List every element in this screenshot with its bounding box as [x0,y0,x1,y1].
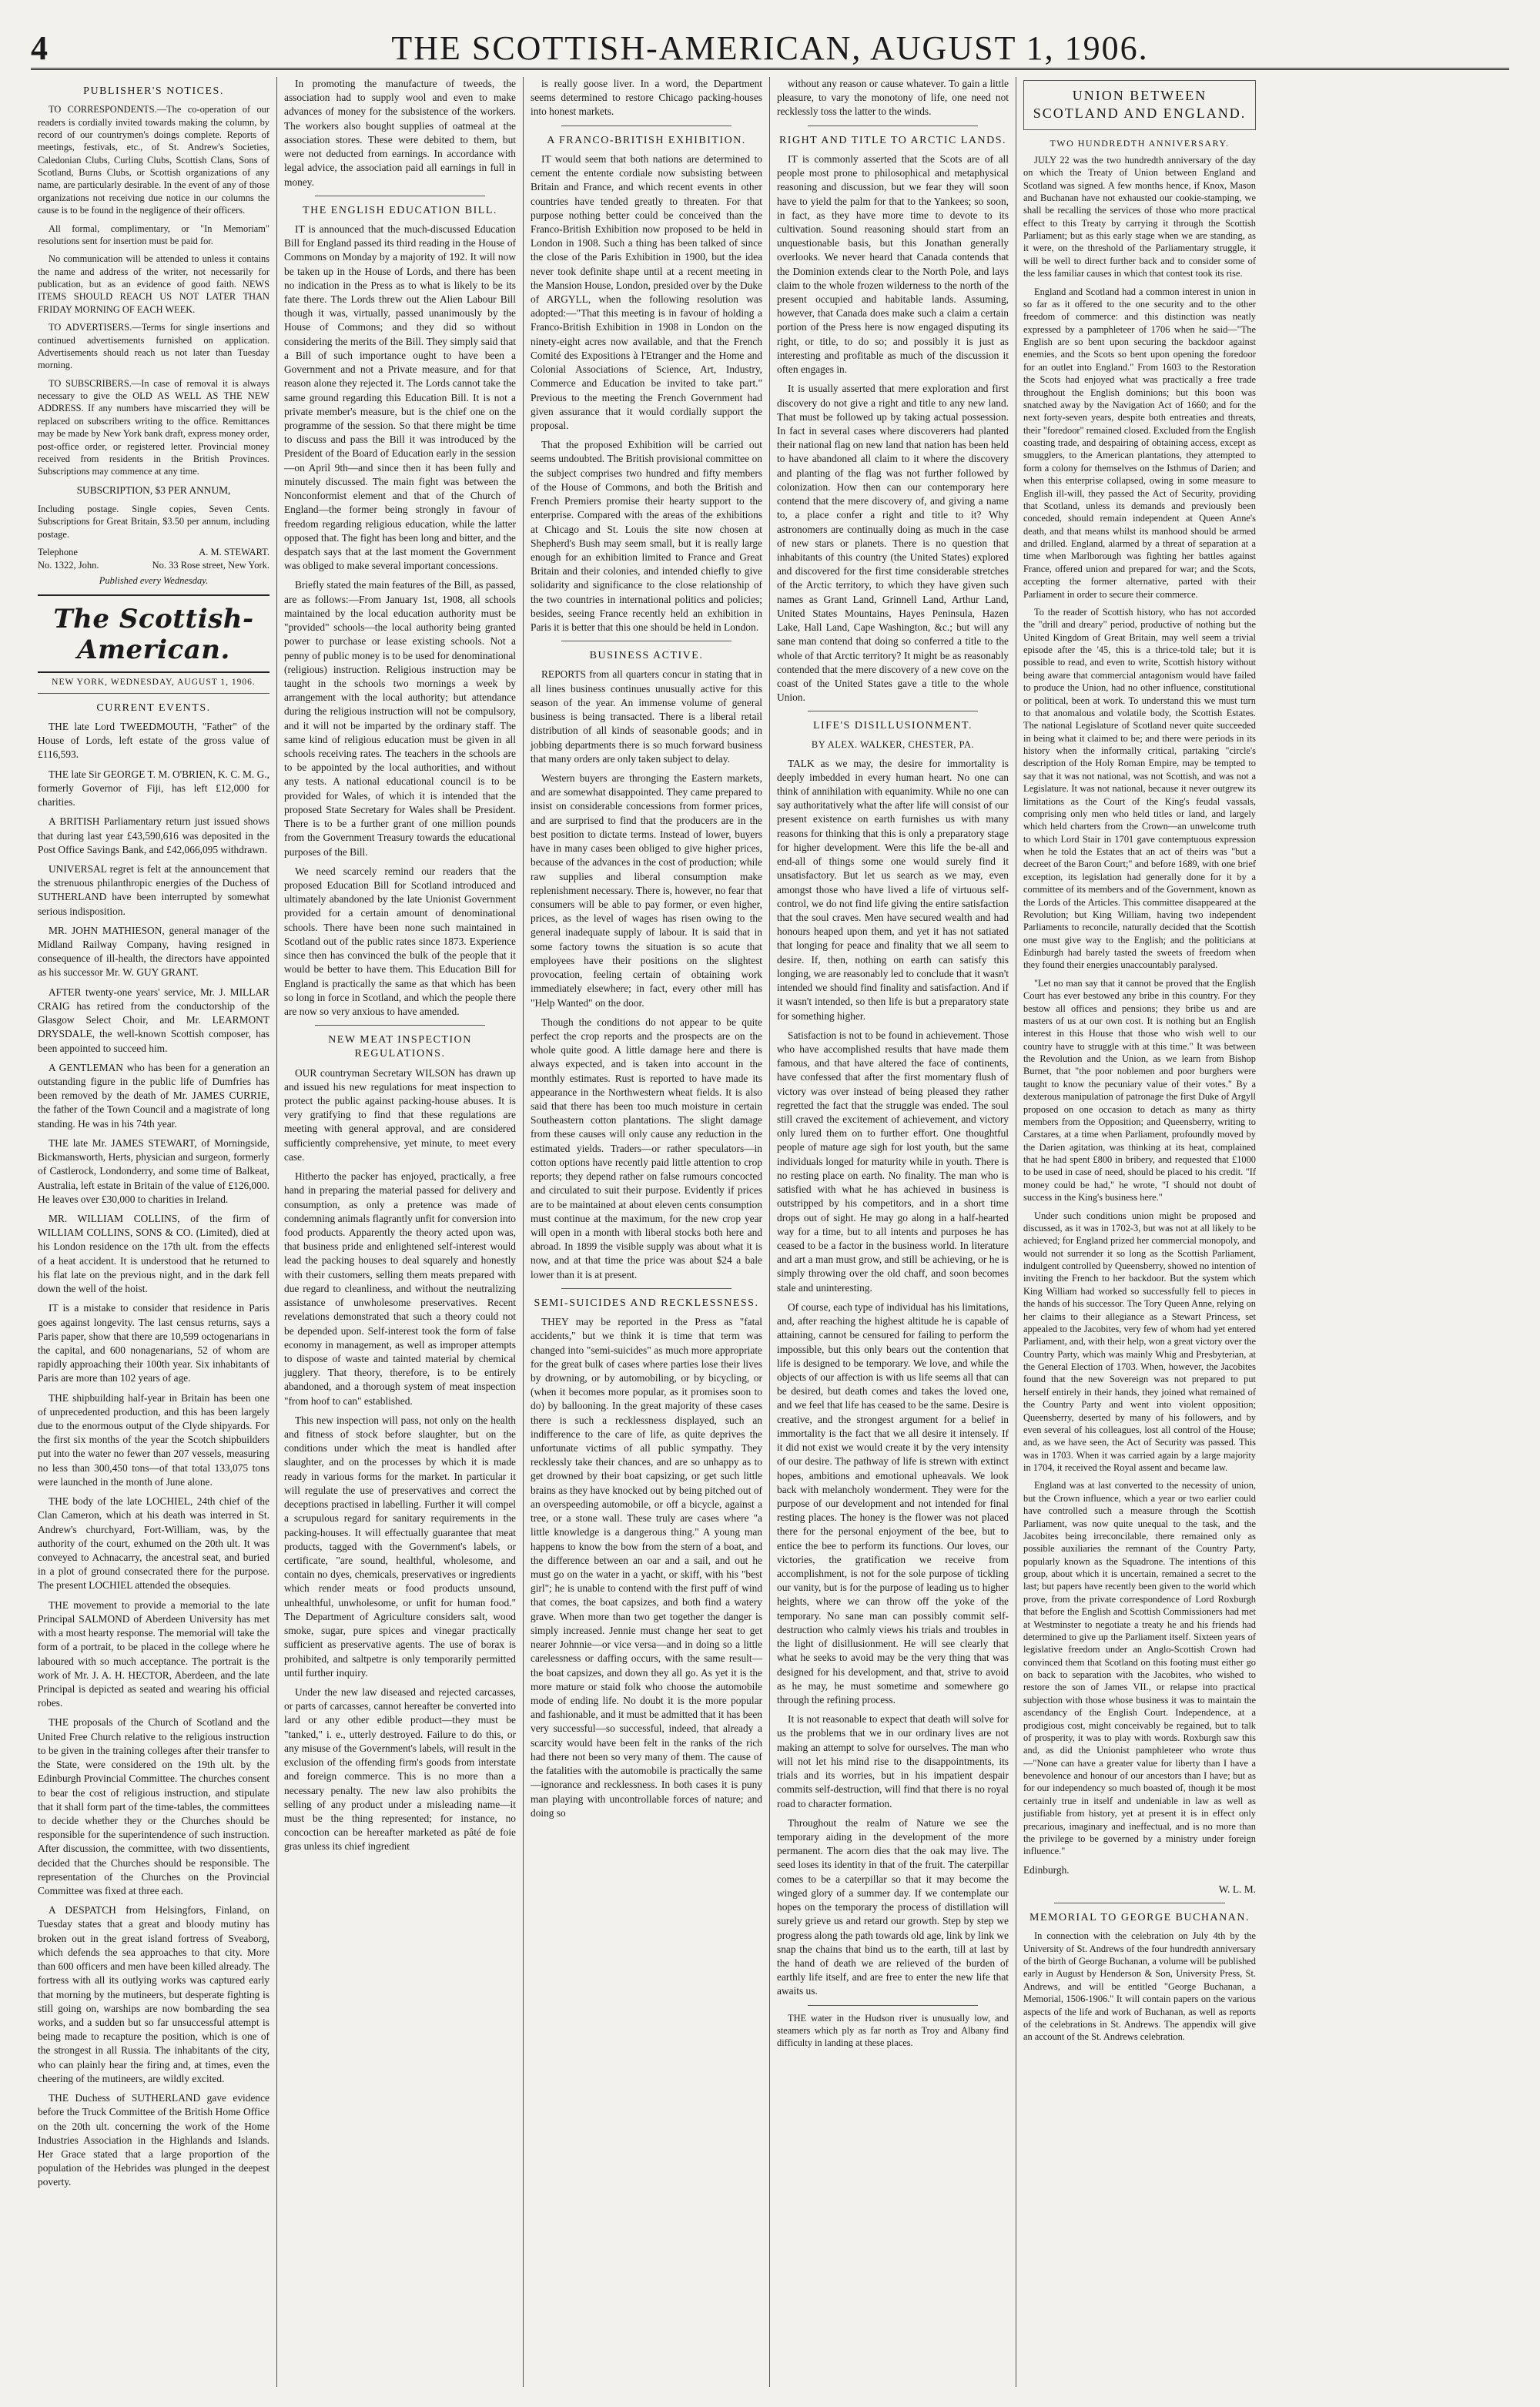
disillusionment-heading: LIFE'S DISILLUSIONMENT. [812,720,973,732]
buchanan-heading: MEMORIAL TO GEORGE BUCHANAN. [1029,1912,1250,1924]
published-day: Published every Wednesday. [99,574,209,586]
paragraph: A DESPATCH from Helsingfors, Finland, on Tuesday states that a great and bloody mutiny has broken out in the great island fortress of Sveaborg, which defends the sea approaches to that city. More than 600 officers and men have been killed already. The fortress with all its outlying works was captured early that morning by the mutineers, but desperate fighting is still going on, warships are now bombarding the sea works, and a sudden but so far unsuccessful attempt is being made to recapture the position, which is one of the strongest in all Russia. The inhabitants of the city, who can plainly hear the firing and, at times, even the cheering of the mutineers, are wildly excited. [38,1904,270,2084]
current-events [38,720,270,2190]
paragraph: Of course, each type of individual has his limitations, and, after reaching the highest altitude he is capable of attaining, cannot be censured for failing to perform the impossible, but this only bears out the contention that life is designed to be temporary. We love, and while the objects of our affection is with us life seems all that can be desired, but death comes and takes the loved one, and we feel that life has ceased to be the same. Desire is creative, and the strongest argument for a belief in immortality is the fact that we all desire it intensely. If it did not exist we would create it by the very intensity of our desire. The pathway of life is strewn with extinct hopes, ambitions and emotional upheavals. We look back with melancholy wonderment. They were for the purpose of our development and not intended for final resting places. The honey is the flower was not placed there for the personal enjoyment of the bee, but to entice the bee to perform its functions. Our loves, our victories, the gratification we receive from accomplishment, is not for the sole purpose of tickling our vanity, but is for the purpose of leading us to higher heights, where we can throw off the yoke of the temporary. No sane man can possibly commit self-destruction who calmly views his trials and troubles in the light of disillusionment. He will see clearly that what he seeks to avoid may be the very thing that was designed for his development, and that, strive to avoid as he may, he must sometime and somewhere go through the refining process. [777,1301,1009,1706]
paragraph: THE proposals of the Church of Scotland and the United Free Church relative to the religious instruction to be given in the training colleges after their transfer to the State, were considered on the 19th ult. by the Edinburgh Provincial Committee. The churches consent to bear the cost of religious instruction, and stipulate that it shall form part of the time-tables, the committees to decide whether they or the Churches should be responsible for the superintendence of such instruction. After discussion, the committee, with two dissentients, decided that the Churches should be responsible. The representation of the Churches on the Provincial Committee was fixed at three each. [38,1716,270,1897]
paragraph: To the reader of Scottish history, who has not accorded the "drill and dreary" period, productive of nothing but the United Kingdom of Great Britain, may well seem a trivial episode after the '45, this is a thrice-told tale; but it is possible to read, and even to write, Scottish history without being aware that commercial antagonism would have failed to produce the Union, had no other influence, constitutional or political, been at work. To understand this we must turn to that anomalous and volatile body, the Scottish Estates. The national Legislature of Scotland never quite succeeded in being what it claimed to be; and there were periods in its history when the informally critical, partaking "circle's description of the Holy Roman Empire, may be tempted to say that it was not national, was not Scottish, and was not a Legislature. It was not national, because it never outgrew its limitations as the Court of the King's feudal vassals, comprising only men who held titles or land, and largely which held charters from the Crown—an unwelcome truth to which Lord Stair in 1701 gave contemptuous expression when he told the Estates that an act of theirs was "but a decreet of the Baron Court;" and before 1689, with one brief exception, its legislation had generally done for it by a committee of its members and of the Government, known as the Lords of the Articles. This committee disappeared at the Revolution; but King William, having two independent Parliaments to reconcile, naturally decided that the Scottish one must give way to the English; and the politicians at Edinburgh had barely tasted the sweets of freedom when they found their energies unaccountably paralysed. [1023,606,1256,971]
paragraph: "Let no man say that it cannot be proved that the English Court has ever bestowed any bribe in this country. For they bestow all offices and pensions; they bribe us and are masters of us at our own cost. It is nothing but an English interest in this House that those who wish well to our country have to struggle with at this time." It was between the Revolution and the Union, as we learn from Bishop Burnet, that "the poor noblemen and poor burghers were taught to know the pecuniary value of their votes." By a dexterous manipulation of patronage the first Duke of Argyll proposed on one occasion to detach as many as thirty members from the Opposition; and Queensberry, writing to Carstares, at a time when Parliament, profoundly moved by the Darien agitation, was thinking at its heat, complained that he had spent £800 in bribery, and requested that £1000 to be used in case of need, should be placed to his credit. "If money could be had," he wrote, "I should not doubt of success in the King's business here." [1023,977,1256,1204]
telephone-label: Telephone [38,547,78,558]
paragraph: REPORTS from all quarters concur in stating that in all lines business continues unusually active for this season of the year. An immense volume of general business is being transacted. There is a liberal retail distribution of all kinds of seasonable goods; and in jobbing departments there is so much forward business that many orders are only taken subject to delay. [531,668,762,765]
paragraph: without any reason or cause whatever. To gain a little pleasure, to vary the monotony of life, one need not recklessly toss the latter to the winds. [777,78,1009,118]
paragraph: Under the new law diseased and rejected carcasses, or parts of carcasses, cannot hereafter be converted into lard or any other edible product—they must be "tanked," i. e., utterly destroyed. Failure to do this, or any misuse of the Government's labels, will result in the exclusion of the offending firm's goods from interstate and foreign commerce. This is no more than a necessary penalty. The new law also prohibits the selling of any product under a misleading name—it must be the thing represented; for instance, no concoction can be hereafter marketed as pâté de foie gras unless its chief ingredient [284,1686,516,1853]
arctic-lands-article [777,152,1009,705]
paragraph: It is usually asserted that mere exploration and first discovery do not give a right and title to any new land. That must be followed up by taking actual possession. In fact in several cases where discoverers had planted their national flag on new land that nation has been held to have abandoned all claim to it where the discovery and planting of the flag was not further followed by colonization. How then can our contemporary here contend that the mere discovery of, and giving a name to, a place confer a right and title to it? Why astronomers are continually doing as much in the case of new stars or planets. There is no question that inhabitants of this country (the United States) explored and discovered for the first time considerable stretches of the Arctic territory, to which they have given such names as Grant Land, Grinnell Land, Arthur Land, United States Mountains, Hayes Peninsula, Hazen Lake, Hall Land, Cape Washington, &c.; but will any sane man contend that doing so conferred a title to the whole of that Arctic territory? It might be as reasonably contended that the mere discovery of a new cove on the coast of the United States gave a title to the whole Union. [777,383,1009,704]
paragraph: A BRITISH Parliamentary return just issued shows that during last year £43,590,616 was deposited in the Post Office Savings Bank, and £42,066,095 withdrawn. [38,815,270,855]
paragraph: THE late Sir GEORGE T. M. O'BRIEN, K. C. M. G., formerly Governor of Fiji, has left £12,000 for charities. [38,768,270,808]
paragraph: TO ADVERTISERS.—Terms for single insertions and continued advertisements furnished on application. Advertisements should reach us not later than Tuesday morning. [38,322,270,371]
paragraph: THE body of the late LOCHIEL, 24th chief of the Clan Cameron, which at his death was interred in St. Andrew's churchyard, Fort-William, was, by the authority of the court, exhumed on the 20th ult. It was conveyed to Achnacarry, the ancestral seat, and buried in a plot of ground consecrated there for the purpose. The present LOCHIEL attended the obsequies. [38,1495,270,1592]
column-2 [277,77,524,2387]
divider [315,1025,485,1026]
paragraph: Throughout the realm of Nature we see the temporary aiding in the development of the more permanent. The acorn dies that the oak may live. The seed loses its identity in that of the fruit. The caterpillar comes to be a caterpillar so that it may become the winged glory of a summer day. If we contemplate our hopes on the temporary the process of distillation will surely grieve us and retard our growth. Step by step we progress along the path towards old age, link by link we snap the chains that bind us to the earth, till at last by the hand of death we are relieved of the burden of earthly life itself, and are free to enter the new life that awaits us. [777,1816,1009,1997]
paragraph: THE shipbuilding half-year in Britain has been one of unprecedented production, and this has been largely due to the enormous output of the Clyde shipyards. For the first six months of the year the Scotch shipbuilders put into the water no fewer than 207 vessels, measuring no less than 300,450 tons—of that total 133,075 tons were launched in the month of June alone. [38,1391,270,1488]
paragraph: TO SUBSCRIBERS.—In case of removal it is always necessary to give the OLD AS WELL AS THE NEW ADDRESS. If any numbers have miscarried they will be replaced on subscribers writing to the office. Remittances may be made by New York bank draft, express money order, post-office order, or registered letter. Provincial money received from residents in the British Provinces. Subscriptions may commence at any time. [38,377,270,477]
publisher-name: A. M. STEWART. [199,547,270,558]
paragraph: England and Scotland had a common interest in union in so far as it offered to the one security and to the other freedom of commerce: and this distinction was neatly expressed by a pamphleteer of 1706 when he said—"The English are so bent upon securing the backdoor against enemies, and the Scots so bent upon opening the foredoor for an outlet into England." From 1603 to the Restoration the Scots had enjoyed what was practically a free trade throughout the English dominions; but this boon was snatched away by the Navigation Act of 1660; and for the next forty-seven years, despite both entreaties and threats, their "foredoor" remained closed. Excluded from the English coasting trade, and despairing of obtaining access, except as smugglers, to the American plantations, they attempted to form a colony for themselves on the Isthmus of Darien; and when this enterprise collapsed, owing in some measure to English ill-will, they passed the Act of Security, providing that Scotland, unless its demands and previously been conceded, should remain independent at Queen Anne's death, and that means whilst its manhood should be armed and drilled. England, alarmed by a threat of separation at a time when Marlborough was fighting her battles against France, offered union and prepared for war; and the Scots, accepting the former alternative, parted with their Parliament in order to secure their commerce. [1023,286,1256,600]
paragraph: THEY may be reported in the Press as "fatal accidents," but we think it is time that term was changed into "semi-suicides" as much more appropriate for the great bulk of cases where parties lose their lives by drowning, or by automobiling, or by bicycling, or (when it becomes more popular, as it promises soon to do) by ballooning. In the great majority of these cases there is such a recklessness displayed, such an indifference to the care of life, as quite deprives the unfortunate victims of all public sympathy. They recklessly take their chances, and are so unhappy as to get drowned by their boat capsizing, or get such little brains as they have knocked out by being pitched out of an overspeeding automobile, or off a bicycle, against a tree, or a stone wall. These truly are cases where "a little knowledge is a dangerous thing." A young man happens to know the bow from the stern of a boat, and the difference between an oar and a sail, and out he must go on the water in a yacht, or skiff, with his "best girl"; he is unable to contend with the first puff of wind that comes, the boat capsizes, and both find a watery grave. When more than two get together the danger is simply increased. Jennie must change her seat to get nearer Johnnie—or vice versa—and in doing so a little carelessness or daffing occurs, with the same result—the boat capsizes, and down they all go. As yet it is the more mature or staid folk who choose the automobile mode of ending life. No doubt it is the more popular and fashionable, and it must be admitted that it has been very successful—so successful, indeed, that already a scarcity would have been felt in the ranks of the rich had there not been so very many of them. The cause of the fatalities with the automobile is practically the same—ignorance and recklessness. In both cases it is puny man playing with uncontrollable forces of nature; and doing so [531,1316,762,1819]
paragraph: All formal, complimentary, or "In Memoriam" resolutions sent for insertion must be paid for. [38,223,270,246]
union-subheading: TWO HUNDREDTH ANNIVERSARY. [1050,137,1230,149]
current-events-heading: CURRENT EVENTS. [96,701,211,714]
paragraph: IT would seem that both nations are determined to cement the entente cordiale now subsisting between Britain and France, and which recent events in other countries have tended greatly to threaten. For that purpose nothing better could be conceived than the Franco-British Exhibition now proposed to be held in London in 1908. Such a thing has been talked of since the close of the Paris Exhibition in 1900, but the idea never took definite shape until at a recent meeting in the Mansion House, London, presided over by the Duke of ARGYLL, when the following resolution was adopted:—"That this meeting is in favour of holding a Franco-British Exhibition in 1908 in London on the ninety-eight acres now available, and that the French Comité des Expositions à l'Etranger and the Home and Colonial Associations of Science, Art, Industry, Commerce and Education be invited to take part." Previous to the meeting the French Government had given assurance that it would cordially support the proposal. [531,152,762,431]
publishers-notices [38,103,270,478]
paragraph: In promoting the manufacture of tweeds, the association had to supply wool and even to make advances of money for the subsistence of the workers. The workers also bought supplies of oatmeal at the association stores. These were debited to them, but were not deducted from earnings. In accordance with legal advice, the association paid all earnings in full in money. [284,78,516,188]
union-signature: W. L. M. [1218,1883,1256,1895]
disillusionment-article [777,757,1009,1999]
paragraph: OUR countryman Secretary WILSON has drawn up and issued his new regulations for meat inspection to protect the public against packing-house abuses. It is very gratifying to find that these regulations are meeting with general approval, and are considered sufficiently comprehensive, yet minute, to meet every case. [284,1066,516,1163]
paragraph: MR. JOHN MATHIESON, general manager of the Midland Railway Company, having resigned in consequence of ill-health, the directors have appointed as his successor Mr. W. GUY GRANT. [38,924,270,979]
subscription-note: Including postage. Single copies, Seven Cents. Subscriptions for Great Britain, $3.50 per annum, including postage. [38,503,270,540]
column-3-intro [531,77,762,119]
paragraph: We need scarcely remind our readers that the proposed Education Bill for Scotland introduced and ultimately abandoned by the late Unionist Government provided for a certain amount of denominational schools. There have been none such maintained in Scotland out of the public rates since 1873. Experience since then has convinced the bulk of the people that it would be better to have them. This Education Bill for England is practically the same as that which has been so long in force in Scotland, and which the people there are now so very anxious to have amended. [284,865,516,1017]
running-title: THE SCOTTISH-AMERICAN, AUGUST 1, 1906. [391,29,1149,67]
contact-row [38,546,270,559]
meat-inspection-article [284,1066,516,1854]
paragraph: Hitherto the packer has enjoyed, practically, a free hand in preparing the material passed for delivery and consumption, as only a pretence was made of condemning animals flagrantly unfit for conversion into food products. Apparently the theory acted upon was, that business pride and enlightened self-interest would lead the packing houses to deal squarely and honestly with their customers, selling them meats prepared with due regard to cleanliness, and without the neutralizing assistance of unwholesome preservatives. Recent revelations demonstrated that such a theory could not be depended upon. Self-interest took the form of false economy in management, as well as improper attempts to dispose of waste and tainted material by chemical jugglery. That theory, therefore, is to be entirely abandoned, and a thorough system of meat inspection "from hoof to can" established. [284,1170,516,1407]
paragraph: MR. WILLIAM COLLINS, of the firm of WILLIAM COLLINS, SONS & CO. (Limited), died at his London residence on the 17th ult. from the effects of a heat accident. It is understood that he returned to his flat late on the previous night, and in the dark fell down the well of the hoist. [38,1212,270,1295]
newspaper-flag: The Scottish-American. [53,603,254,665]
paragraph: THE movement to provide a memorial to the late Principal SALMOND of Aberdeen University has met with a most hearty response. The memorial will take the form of a portrait, to be placed in the college where he laboured with so much acceptance. The portrait is the work of Mr. J. A. H. HECTOR, Aberdeen, and the late Principal is depicted as seated and wearing his official robes. [38,1599,270,1709]
paragraph: It is not reasonable to expect that death will solve for us the problems that we in our ordinary lives are not making an attempt to solve for ourselves. The man who will not let his mind rise to the disappointments, its trials and its worries, but in his impatient despair commits self-destruction, will find that there is no royal road to character formation. [777,1713,1009,1809]
disillusionment-byline: BY ALEX. WALKER, CHESTER, PA. [811,738,975,750]
buchanan-article [1023,1930,1256,2043]
paragraph: TALK as we may, the desire for immortality is deeply imbedded in every human heart. No one can think of annihilation with equanimity. While no one can say authoritatively what the after life will consist of our present existence on earth furnishes us with many reasons for thinking that this is only a preparatory stage for higher development. Were this life the be-all and end-all of things some one would surely find it unsatisfactory. But let us search as we may, even amongst those who have lived a life of virtuous self-control, we do not find life giving the entire satisfaction that the soul craves. Men have secured wealth and had honours heaped upon them, and yet it has not satiated that longing for peace and finality that we all seem to desire. If, then, nothing on earth can satisfy this longing, we are reasonably led to conclude that it wasn't intended we should find finality and satisfaction. And if it wasn't intended, so then life is but a preparatory state for something higher. [777,757,1009,1022]
paragraph: TO CORRESPONDENTS.—The co-operation of our readers is cordially invited towards making the column, by record of our countrymen's doings complete. Reports of meetings, festivals, etc., of St. Andrew's Societies, Caledonian Clubs, Curling Clubs, Scottish Clans, Sons of Scotland, Burns Clubs, or Scottish organizations of any name, are particularly desirable. In the event of any of those organizations not receiving due notice in our columns the cause is to be found in the negligence of their officers. [38,104,270,216]
paragraph: THE late Mr. JAMES STEWART, of Morningside, Bickmansworth, Herts, physician and surgeon, formerly of Castlerock, Londonderry, and some time of Balkeat, Australia, left estate in Britain of the value of £126,000. He leaves over £30,000 to charities in Ireland. [38,1137,270,1205]
paragraph: Though the conditions do not appear to be quite perfect the crop reports and the prospects are on the whole quite good. A little damage here and there is always expected, and is taken into account in the monthly estimates. Rust is reported to have made its appearance in the Northwestern wheat fields. It is also said that there has been too much moisture in certain Southeastern cotton plantations. The slight damage from these causes will only cause any reduction in the estimated yields. Traders—or rather speculators—in cotton options have recently paid little attention to crop reports; they depend rather on false rumours concocted and circulated to suit their purpose. Evidently if prices are to be maintained at about eleven cents consumption must continue at the maximum, for the new crop year will open in a month with liberal stocks both here and abroad. In 1899 the visible supply was about what it is now, and at that time the price was about $24 a bale lower than it is at present. [531,1016,762,1280]
business-active-heading: BUSINESS ACTIVE. [589,650,704,662]
union-heading: UNION BETWEEN SCOTLAND AND ENGLAND. [1033,88,1247,122]
columns [31,77,1509,2387]
meat-inspection-heading: NEW MEAT INSPECTION REGULATIONS. [328,1034,472,1060]
union-heading-box [1023,80,1256,130]
dateline: NEW YORK, WEDNESDAY, AUGUST 1, 1906. [52,677,256,687]
paragraph: That the proposed Exhibition will be carried out seems undoubted. The British provisional committee on the subject comprises two hundred and fifty members of the House of Commons, and both the British and French Premiers promise their hearty support to the enterprise. Compared with the areas of the exhibitions at Chicago and St. Louis the site now chosen at Shepherd's Bush may seem small, but it is really large enough for an exhibition limited to France and Great Britain and their colonies, and intended chiefly to give solidarity and significance to the close relationship of the two countries in international politics and policies; besides, seeing France recently held an exhibition in Paris it is better that this one should be held in London. [531,439,762,634]
paragraph: A GENTLEMAN who has been for a generation an outstanding figure in the public life of Dumfries has been removed by the death of Mr. JAMES CURRIE, the father of the Town Council and a magistrate of long standing. He was in his 74th year. [38,1061,270,1130]
semi-suicides-article [531,1315,762,1820]
masthead [31,14,1509,70]
publisher-address: No. 33 Rose street, New York. [152,559,270,571]
column-1 [31,77,277,2387]
subscription-rate: SUBSCRIPTION, $3 PER ANNUM, [76,484,231,496]
business-active-article [531,668,762,1281]
union-article [1023,154,1256,1858]
paragraph: No communication will be attended to unless it contains the name and address of the writer, not necessarily for publication, but as an evidence of good faith. NEWS ITEMS SHOULD REACH US NOT LATER THAN FRIDAY MORNING OF EACH WEEK. [38,253,270,315]
paragraph: JULY 22 was the two hundredth anniversary of the day on which the Treaty of Union between England and Scotland was signed. A few months hence, if Knox, Mason and Buchanan have not exhausted our cookie-stamping, we shall be recalling the services of those who more practical effect to this Treaty by carrying it through the Scottish Parliament; but as this early stage when we are standing, as it were, on the threshold of the Parliamentary struggle, it will be well to direct further back and to consider some of the less familiar causes in which that contest took its rise. [1023,154,1256,280]
paragraph: This new inspection will pass, not only on the health and fitness of stock before slaughter, but on the conditions under which the meat is handled after slaughter, and on the processes by which it is made ready in various forms for the market. In particular it will regulate the use of preservatives and correct the deceptions practised in labelling. Further it will compel a scrupulous regard for sanitary requirements in the packing-houses. It will effectually guarantee that meat products, tagged with the Government's labels, or certificate, "are sound, healthful, wholesome, and contain no dyes, chemicals, preservatives or ingredients which render meats or food products unsound, unhealthful, unwholesome, or unfit for human food." The Department of Agriculture considers salt, wood smoke, sugar, pure spices and vinegar practically sufficient as preservative agents. The use of borax is prohibited, and saltpetre is only temporarily permitted until further inquiry. [284,1414,516,1679]
divider [808,2005,978,2006]
franco-british-article [531,152,762,634]
paragraph: IT is commonly asserted that the Scots are of all people most prone to philosophical and metaphysical reasoning and discussion, but we fear they will soon have to yield the palm for that to the Yankees; so soon, in fact, as they have more time to devote to its cultivation. Sound reasoning should start from an unquestionable basis, but this Jonathan generally overlooks. We never heard that Canada contends that the Dominion extends clear to the North Pole, and lays claim to the whole frozen wilderness to the north of the present occupied and habitable lands. Assuming, however, that Canada does make such a claim a certain portion of the Press here is now engaged disputing its right, or title, to do so; and possibly it is just as interesting and profitable as much of the discussion it often engages in. [777,152,1009,376]
column-2-intro [284,77,516,189]
column-4 [770,77,1016,2387]
paragraph: In connection with the celebration on July 4th by the University of St. Andrews of the four hundredth anniversary of the birth of George Buchanan, a volume will be published early in August by Henderson & Son, University Press, St. Andrews, and will be entitled "George Buchanan, a Memorial, 1506-1906." It will contain papers on the various aspects of the life and work of Buchanan, as well as reports of the celebrations in St. Andrews. The appendix will give an account of the St. Andrews celebration. [1023,1930,1256,2043]
franco-british-heading: A FRANCO-BRITISH EXHIBITION. [547,134,746,146]
paragraph: THE late Lord TWEEDMOUTH, "Father" of the House of Lords, left estate of the gross value of £116,593. [38,720,270,761]
education-bill-heading: THE ENGLISH EDUCATION BILL. [303,204,497,216]
divider [561,1288,732,1289]
education-bill-article [284,223,516,1019]
page-number: 4 [31,29,48,67]
paragraph: IT is announced that the much-discussed Education Bill for England passed its third reading in the House of Commons on Monday by a majority of 192. It will now be taken up in the House of Lords, and there has been no indication in the Press as to what is likely to be its fate there. The Lords threw out the Alien Labour Bill though it was, virtually, passed unanimously by the House of Commons; and they did so without considering the merits of the Bill. They simply said that a Bill of such importance ought to have been a Government and not a Private measure, and for that reason alone they rejected it. The Lords cannot take the same ground regarding this Education Bill. It is not a private member's measure, but is the chief one on the programme of the session. So that there might be time to discuss and pass the Bill it was introduced by the President of the Board of Education early in the session—on April 9th—and since then it has been fully and minutely discussed. The main fight was between the Nonconformist element and that of the Church of England—the former being strongly in favour of freedom regarding religious education, while the latter opposed that. The fight has been long and bitter, and the despatch says that at the last moment the Government was obliged to make several important concessions. [284,223,516,572]
column-3 [524,77,770,2387]
semi-suicides-heading: SEMI-SUICIDES AND RECKLESSNESS. [534,1297,759,1309]
publishers-notices-heading: PUBLISHER'S NOTICES. [83,85,224,97]
flag-box [38,594,270,673]
paragraph: AFTER twenty-one years' service, Mr. J. MILLAR CRAIG has retired from the conductorship of the Glasgow Select Choir, and Mr. LEARMONT DRYSDALE, the well-known Scottish composer, has been appointed to succeed him. [38,986,270,1054]
union-dateline: Edinburgh. [1023,1863,1070,1876]
paragraph: Western buyers are thronging the Eastern markets, and are somewhat disappointed. They came prepared to insist on considerable concessions from former prices, and are surprised to find that the producers are in the best position to dictate terms. Instead of lower, buyers have in many cases been obliged to give higher prices, because of the advances in the cost of production; while raw supplies and liberal consumption make replenishment necessary. There is, however, no fear that consumers will be able to pay former, or even higher, prices, as the level of wages has risen owing to the general inadequate supply of labour. It is said that in some factory towns the situation is so acute that employees have their positions on the slightest provocation, feeling certain of obtaining work immediately elsewhere; in fact, every other mill has "Help Wanted" on the door. [531,772,762,1009]
arctic-lands-heading: RIGHT AND TITLE TO ARCTIC LANDS. [778,134,1007,146]
telephone-number: No. 1322, John. [38,559,99,571]
paragraph: Satisfaction is not to be found in achievement. Those who have accomplished results that have made them famous, and that have altered the face of continents, have confessed that after the first momentary flush of victory was over instead of being pleased they rather regretted the fact that the struggle was ended. The soul still craved the excitement of achievement, and victory only lured them on to further effort. One thoughtful people of mature age sigh for lost youth, but the same individuals longed for maturity while in youth. There is no resting place on earth. No finality. The man who is satisfied with what he has achieved in business is outstripped by his competitors, and in a short time drops out of sight. He may go along in a half-hearted way for a time, but to all intents and purposes he has ceased to be a factor in the business world. In literature and art a man must grow, and still be achieving, or he is simply throwing over the old chaff, and soon becomes stale and uninteresting. [777,1029,1009,1294]
paragraph: Under such conditions union might be proposed and discussed, as it was in 1702-3, but was not at all likely to be achieved; for England prized her commercial monopoly, and would not surrender it so long as the Scottish Parliament, indulgent controlled by Queensberry, showed no intention of inviting the French to her backdoor. But the system which King William had worked so successfully fell to pieces in the hands of his successor. The Tory Queen Anne, relying on her claims to their allegiance as a Stewart Princess, set appealed to the Jacobites, very few of whom had yet entered Parliament, and, with their help, won a great victory over the Country Party, which was mainly Whig and Presbyterian, at the General Election of 1703. When, however, the Jacobites found that the new Sovereign was not prepared to put herself entirely in their hands, they joined what remained of the Country Party and went into violent opposition; Queensberry, deserted by many of his followers, and by even several of his colleagues, lost all control of the House; and, as we have seen, the Act of Security was passed. This was in 1703. When it was carried again by a large majority in 1704, it received the Royal assent and became law. [1023,1210,1256,1474]
paragraph: UNIVERSAL regret is felt at the announcement that the strenuous philanthropic energies of the Duchess of SUTHERLAND have been interrupted by somewhat serious indisposition. [38,862,270,917]
divider [38,693,270,694]
paragraph: is really goose liver. In a word, the Department seems determined to restore Chicago packing-houses into honest markets. [531,78,762,118]
paragraph: Briefly stated the main features of the Bill, as passed, are as follows:—From January 1st, 1908, all schools maintained by the local education authority must be "provided" schools—the local authority being granted power to purchase or lease existing schools. Not a penny of public money is to be used for denominational (religious) instruction. Religious instruction may be taught in the schools two mornings a week by arrangement with the local authority; but attendance during the religious instruction will not be compulsory, and it will not be imparted by the ordinary staff. The same kind of religious education must be given in all schools receiving rates. The teachers in the schools are to be appointed by the local authorities, and without any tests. A national educational council is to be provided for Wales, of which it is intended that the proposed State Secretary for Wales shall be President. There is to be a further grant of one million pounds from the Government Treasury towards the educational purposes of the Bill. [284,579,516,858]
column-5 [1016,77,1263,2387]
contact-row-2 [38,559,270,572]
paragraph: IT is a mistake to consider that residence in Paris goes against longevity. The last census returns, says a Paris paper, show that there are 10,599 octogenarians in the capital, and 600 nonagenarians, 52 of whom are rapidly approaching their 100th year. Six inhabitants of Paris are more than 102 years of age. [38,1302,270,1384]
hudson-note [777,2012,1009,2050]
paragraph: England was at last converted to the necessity of union, but the Crown influence, which a year or two earlier could have controlled such a measure through the Scottish Parliament, was now quite unequal to the task, and the Jacobites being irreconcilable, there remained only as possible auxiliaries the remnant of the Country Party, popularly known as the Squadrone. The intentions of this group, about which it is uncertain, remained a secret to the last; but papers have recently been given to the world which prove, from the private correspondence of Lord Roxburgh that before the English and Scottish Commissioners had met at Westminster to negotiate a treaty he and his friends had determined to give up the Parliament itself. Sixteen years of legislative freedom under an Anglo-Scottish Crown had convinced them that Scotland on this footing must either go on back to separation with the Jacobites, who wished to restore the son of James VII., or relapse into practical subjection with those whose business it was to maintain the ascendancy of the English Court. Independence, at a prodigious cost, might conceivably be regained, but to talk of prosperity, it was to play with words. Roxburgh saw this and, as did the Unionist pamphleteer who wrote thus—"None can have a greater value for liberty than I have a benevolence and honour of our ancestors than I have; but as for our independency so much boasted of, though it be most certainly true in itself and undeniable in law as well as justifiable from history, yet at present it is in effect only precarious, imaginary and ineffectual, and is no more than the privilege to be governed by a ministry under foreign influence." [1023,1480,1256,1857]
paragraph: THE Duchess of SUTHERLAND gave evidence before the Truck Committee of the British Home Office on the 20th ult. concerning the work of the Home Industries Association in the Highlands and Islands. Her Grace stated that a large proportion of the population of the Hebrides was plunged in the deepest poverty. [38,2092,270,2188]
column-4-intro [777,77,1009,119]
paragraph: THE water in the Hudson river is unusually low, and steamers which ply as far north as Troy and Albany find difficulty in landing at these places. [777,2012,1009,2049]
